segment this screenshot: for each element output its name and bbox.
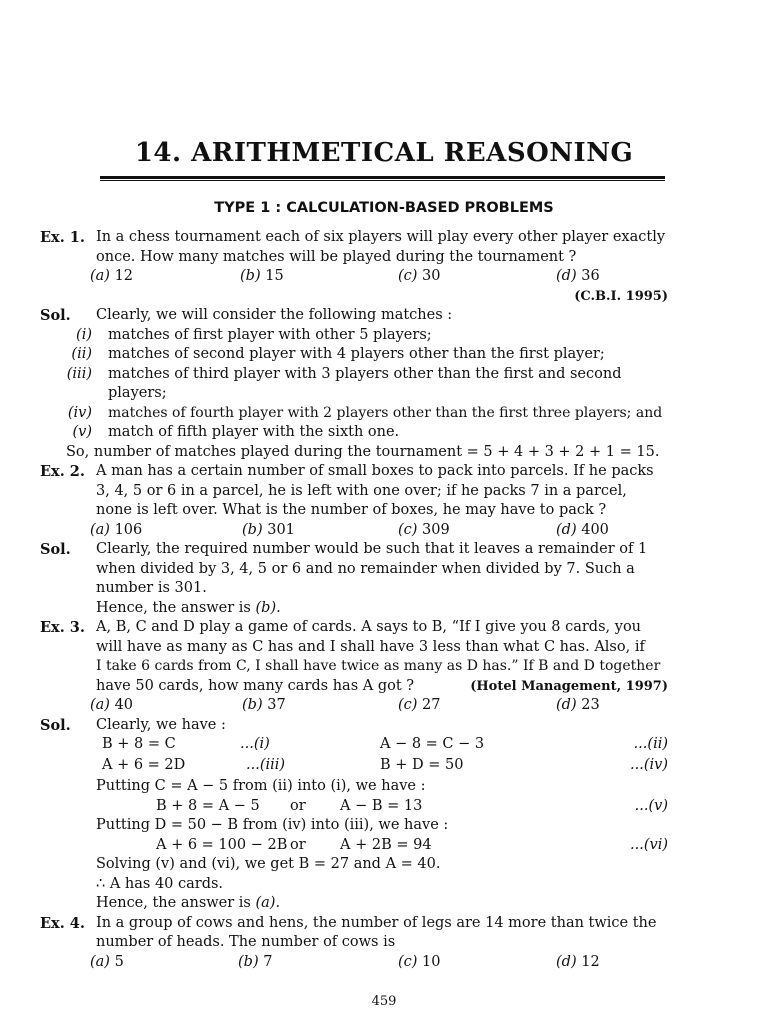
ex1-text: In a chess tournament each of six players will play every other player exactly <box>96 229 666 245</box>
equation-tag: ...(ii) <box>633 736 668 752</box>
option-a: (a) 40 <box>90 697 134 713</box>
sol3-eq-row2 <box>40 756 668 777</box>
ex2-line2: 3, 4, 5 or 6 in a parcel, he is left with one over; if he packs 7 in a parcel, <box>96 482 627 499</box>
option-b: (b) 37 <box>242 697 286 713</box>
equation: A + 6 = 2D <box>102 757 186 773</box>
sol1-item: (i) matches of first player with other 5 players; <box>76 326 432 343</box>
ex3-line3: I take 6 cards from C, I shall have twice as many as D has.” If B and D together <box>96 658 661 674</box>
page-number: 459 <box>371 994 397 1009</box>
option-a: (a) 12 <box>90 268 134 284</box>
ex1-line2 <box>40 248 668 268</box>
sol3-therefore-line: ∴ A has 40 cards. <box>96 875 224 892</box>
ex2-options <box>40 521 668 541</box>
ex3-line1: Ex. 3. A, B, C and D play a game of cards. A says to B, “If I give you 8 cards, you <box>40 619 642 636</box>
sol2-answer-line <box>40 599 668 619</box>
sol3-put2-eq-line: A + 6 = 100 − 2B or A + 2B = 94 ...(vi) <box>40 836 668 856</box>
option-d: (d) 23 <box>556 697 600 713</box>
ex3-options <box>40 696 668 716</box>
sol2-answer: Hence, the answer is (b). <box>96 599 281 616</box>
sol1-item: (ii) matches of second player with 4 players other than the first player; <box>71 346 605 362</box>
ex3-label: Ex. 3. <box>40 619 85 636</box>
ex1-options <box>40 267 668 287</box>
ex1-label: Ex. 1. <box>40 229 85 246</box>
ex1-line1 <box>40 228 668 248</box>
ex4-label: Ex. 4. <box>40 914 85 932</box>
ex2-line3: none is left over. What is the number of boxes, he may have to pack ? <box>96 502 607 518</box>
option-c: (c) 10 <box>398 953 441 970</box>
equation-tag: ...(v) <box>634 797 668 814</box>
sol1-intro-line <box>40 306 668 326</box>
option-a: (a) 5 <box>90 953 124 970</box>
ex3-line2: will have as many as C has and I shall have 3 less than what C has. Also, if <box>96 638 645 655</box>
sol3-put1-eq-line: B + 8 = A − 5 or A − B = 13 ...(v) <box>40 797 668 817</box>
equation-tag: ...(vi) <box>630 836 668 853</box>
ex1-source: (C.B.I. 1995) <box>574 288 668 304</box>
option-d: (d) 12 <box>556 953 600 970</box>
option-d: (d) 36 <box>556 268 600 284</box>
sol1-item: players; <box>108 385 167 401</box>
equation-tag: ...(iii) <box>246 757 286 773</box>
ex3-source: (Hotel Management, 1997) <box>470 678 668 694</box>
sol3-eq-row1 <box>40 735 668 756</box>
content-body <box>40 228 668 972</box>
option-a: (a) 106 <box>90 521 143 538</box>
sol3-intro-line: Sol. Clearly, we have : <box>40 716 226 734</box>
option-d: (d) 400 <box>556 521 609 538</box>
ex2-label: Ex. 2. <box>40 463 85 480</box>
sol2-line2: when divided by 3, 4, 5 or 6 and no remainder when divided by 7. Such a <box>96 560 635 577</box>
sol1-item: (iii) matches of third player with 3 players other than the first and second <box>66 365 622 382</box>
sol3-put1-line: Putting C = A − 5 from (ii) into (i), we have : <box>96 778 426 794</box>
sol1-intro: Clearly, we will consider the following matches : <box>96 307 453 323</box>
sol1-label: Sol. <box>40 307 71 324</box>
ex4-line2: number of heads. The number of cows is <box>96 934 396 950</box>
sol2-label: Sol. <box>40 541 71 558</box>
ex1-text: once. How many matches will be played during the tournament ? <box>96 248 577 265</box>
equation-tag: ...(i) <box>240 736 270 752</box>
equation-tag: ...(iv) <box>630 757 668 773</box>
type-heading: TYPE 1 : CALCULATION-BASED PROBLEMS <box>214 200 554 216</box>
sol2-line3: number is 301. <box>96 580 207 596</box>
ex1-source-line <box>40 287 668 307</box>
sol3-label: Sol. <box>40 716 71 734</box>
sol3-answer: Hence, the answer is (a). <box>96 895 281 911</box>
ex4-options <box>40 953 668 973</box>
ex2-line1: Ex. 2. A man has a certain number of small boxes to pack into parcels. If he packs <box>40 463 654 480</box>
option-b: (b) 301 <box>242 521 295 538</box>
sol3-answer-line <box>40 894 668 914</box>
equation: B + D = 50 <box>380 757 464 773</box>
option-c: (c) 309 <box>398 521 450 538</box>
ex3-line4: have 50 cards, how many cards has A got ? (Hotel Management, 1997) <box>40 677 668 697</box>
equation: B + 8 = C <box>102 736 176 752</box>
sol1-item: (v) match of fifth player with the sixth one. <box>72 424 400 440</box>
sol1-item: (iv) matches of fourth player with 2 players other than the first three players; and <box>67 404 663 421</box>
title-rule <box>100 176 665 181</box>
option-b: (b) 7 <box>238 953 273 970</box>
option-b: (b) 15 <box>240 268 284 284</box>
ex4-line1: Ex. 4. In a group of cows and hens, the number of legs are 14 more than twice the <box>40 914 657 932</box>
chapter-title: 14. ARITHMETICAL REASONING <box>134 138 634 168</box>
option-c: (c) 27 <box>398 697 441 713</box>
sol3-put2-line: Putting D = 50 − B from (iv) into (iii), we have : <box>96 817 449 833</box>
equation: A − 8 = C − 3 <box>380 736 485 752</box>
sol1-conclusion: So, number of matches played during the tournament = 5 + 4 + 3 + 2 + 1 = 15. <box>66 443 660 460</box>
option-c: (c) 30 <box>398 268 441 284</box>
sol2-line1: Sol. Clearly, the required number would be such that it leaves a remainder of 1 <box>40 541 648 558</box>
sol3-solve-line: Solving (v) and (vi), we get B = 27 and A = 40. <box>96 856 441 872</box>
sol1-conclusion-line <box>40 443 668 463</box>
